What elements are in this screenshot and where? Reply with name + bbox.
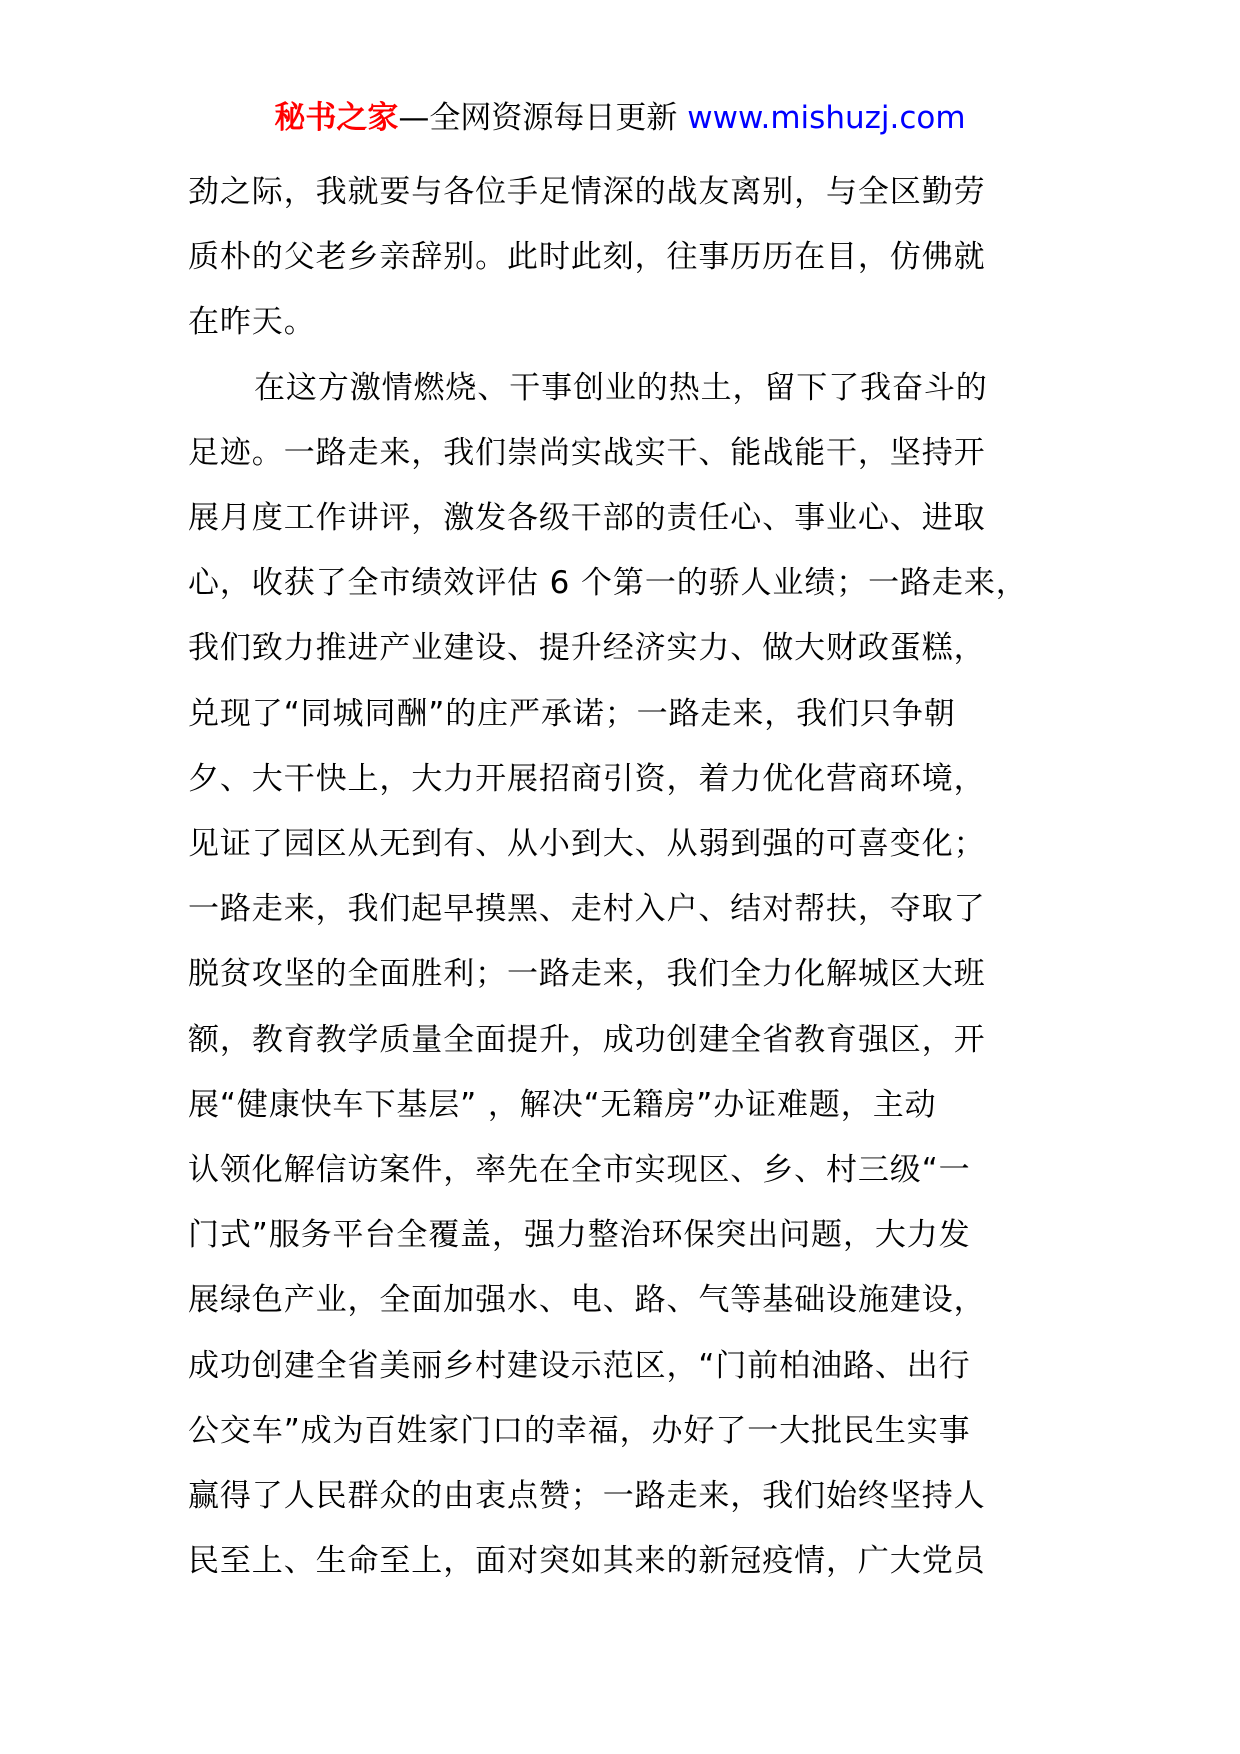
text-line: 展月度工作讲评，激发各级干部的责任心、事业心、进取	[188, 500, 986, 537]
text-line: 见证了园区从无到有、从小到大、从弱到强的可喜变化；	[188, 826, 986, 863]
text-line: 赢得了人民群众的由衷点赞；一路走来，我们始终坚持人	[188, 1478, 986, 1515]
text-line: 一路走来，我们起早摸黑、走村入户、结对帮扶，夺取了	[188, 891, 986, 928]
text-line: 脱贫攻坚的全面胜利；一路走来，我们全力化解城区大班	[188, 956, 986, 993]
text-line: 门式”服务平台全覆盖，强力整治环保突出问题，大力发	[188, 1217, 971, 1254]
text-line: 兑现了“同城同酬”的庄严承诺；一路走来，我们只争朝	[188, 695, 956, 732]
text-line: 在昨天。	[188, 304, 316, 341]
text-line: 质朴的父老乡亲辞别。此时此刻，往事历历在目，仿佛就	[188, 239, 986, 276]
text-line: 成功创建全省美丽乡村建设示范区，“门前柏油路、出行	[188, 1347, 971, 1384]
site-url-link[interactable]: www.mishuzj.com	[687, 100, 966, 136]
text-line: 展绿色产业，全面加强水、电、路、气等基础设施建设，	[188, 1282, 986, 1319]
text-line: 心，收获了全市绩效评估 6 个第一的骄人业绩；一路走来，	[188, 565, 1028, 602]
site-header	[0, 98, 1240, 138]
text-line: 展“健康快车下基层” ，解决“无籍房”办证难题，主动	[188, 1086, 937, 1123]
paragraph-first-line: 在这方激情燃烧、干事创业的热土，留下了我奋斗的	[254, 369, 988, 406]
document-body	[188, 160, 1078, 1594]
text-line: 公交车”成为百姓家门口的幸福，办好了一大批民生实事	[188, 1412, 971, 1449]
text-line: 额，教育教学质量全面提升，成功创建全省教育强区，开	[188, 1021, 986, 1058]
site-tagline: —全网资源每日更新	[398, 100, 688, 136]
text-line: 夕、大干快上，大力开展招商引资，着力优化营商环境，	[188, 760, 986, 797]
text-line: 我们致力推进产业建设、提升经济实力、做大财政蛋糕，	[188, 630, 986, 667]
site-brand: 秘书之家	[274, 100, 399, 136]
text-line: 劲之际，我就要与各位手足情深的战友离别，与全区勤劳	[188, 174, 986, 210]
text-line: 民至上、生命至上，面对突如其来的新冠疫情，广大党员	[188, 1543, 986, 1580]
text-line: 认领化解信访案件，率先在全市实现区、乡、村三级“一	[188, 1152, 971, 1189]
text-line: 足迹。一路走来，我们崇尚实战实干、能战能干，坚持开	[188, 434, 986, 471]
